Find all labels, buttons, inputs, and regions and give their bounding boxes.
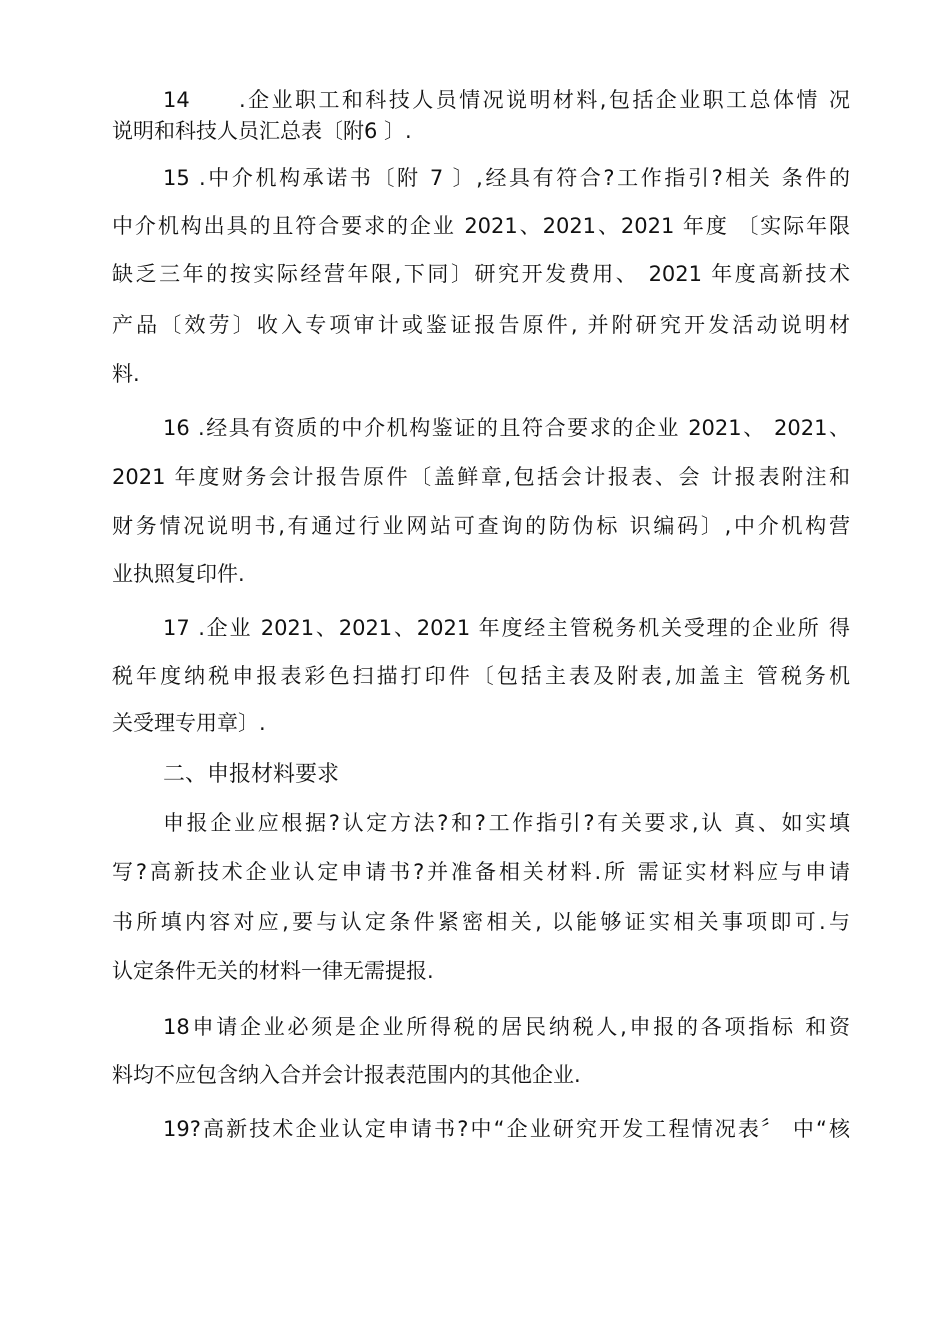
item-15-line-4: 产品〔效劳〕收入专项审计或鉴证报告原件, 并附研究开发活动说明材 — [112, 313, 850, 337]
item-18-line-1: 18申请企业必须是企业所得税的居民纳税人,申报的各项指标 和资 — [163, 1015, 850, 1039]
item-16-line-3: 财务情况说明书,有通过行业网站可查询的防伪标 识编码〕,中介机构营 — [112, 514, 850, 538]
item-19-line-1: 19?高新技术企业认定申请书?中“企业研究开发工程情况表〞 中“核 — [163, 1117, 850, 1141]
item-15-line-3: 缺乏三年的按实际经营年限,下同〕研究开发费用、 2021 年度高新技术 — [112, 262, 850, 286]
section-2-line-2: 写?高新技术企业认定申请书?并准备相关材料.所 需证实材料应与申请 — [112, 860, 850, 884]
item-17-line-2: 税年度纳税申报表彩色扫描打印件〔包括主表及附表,加盖主 管税务机 — [112, 664, 850, 688]
section-2-line-4: 认定条件无关的材料一律无需提报. — [112, 959, 434, 983]
item-14-line-1: 14 .企业职工和科技人员情况说明材料,包括企业职工总体情 况 — [163, 88, 850, 112]
item-15-line-1: 15 .中介机构承诺书〔附 7 〕,经具有符合?工作指引?相关 条件的 — [163, 166, 850, 190]
item-16-line-2: 2021 年度财务会计报告原件〔盖鲜章,包括会计报表、会 计报表附注和 — [112, 465, 850, 489]
item-18-line-2: 料均不应包含纳入合并会计报表范围内的其他企业. — [112, 1063, 581, 1087]
item-15-line-2: 中介机构出具的且符合要求的企业 2021、2021、2021 年度 〔实际年限 — [112, 214, 850, 238]
item-16-line-1: 16 .经具有资质的中介机构鉴证的且符合要求的企业 2021、 2021、 — [163, 416, 850, 440]
item-14-line-2: 说明和科技人员汇总表〔附6 〕. — [112, 119, 412, 143]
item-17-line-1: 17 .企业 2021、2021、2021 年度经主管税务机关受理的企业所 得 — [163, 616, 850, 640]
section-2-line-3: 书所填内容对应,要与认定条件紧密相关, 以能够证实相关事项即可.与 — [112, 910, 850, 934]
item-17-line-3: 关受理专用章〕. — [112, 711, 266, 735]
section-2-heading: 二、申报材料要求 — [163, 762, 340, 787]
section-2-line-1: 申报企业应根据?认定方法?和?工作指引?有关要求,认 真、如实填 — [163, 811, 850, 835]
item-15-line-5: 料. — [112, 362, 140, 386]
item-16-line-4: 业执照复印件. — [112, 562, 245, 586]
